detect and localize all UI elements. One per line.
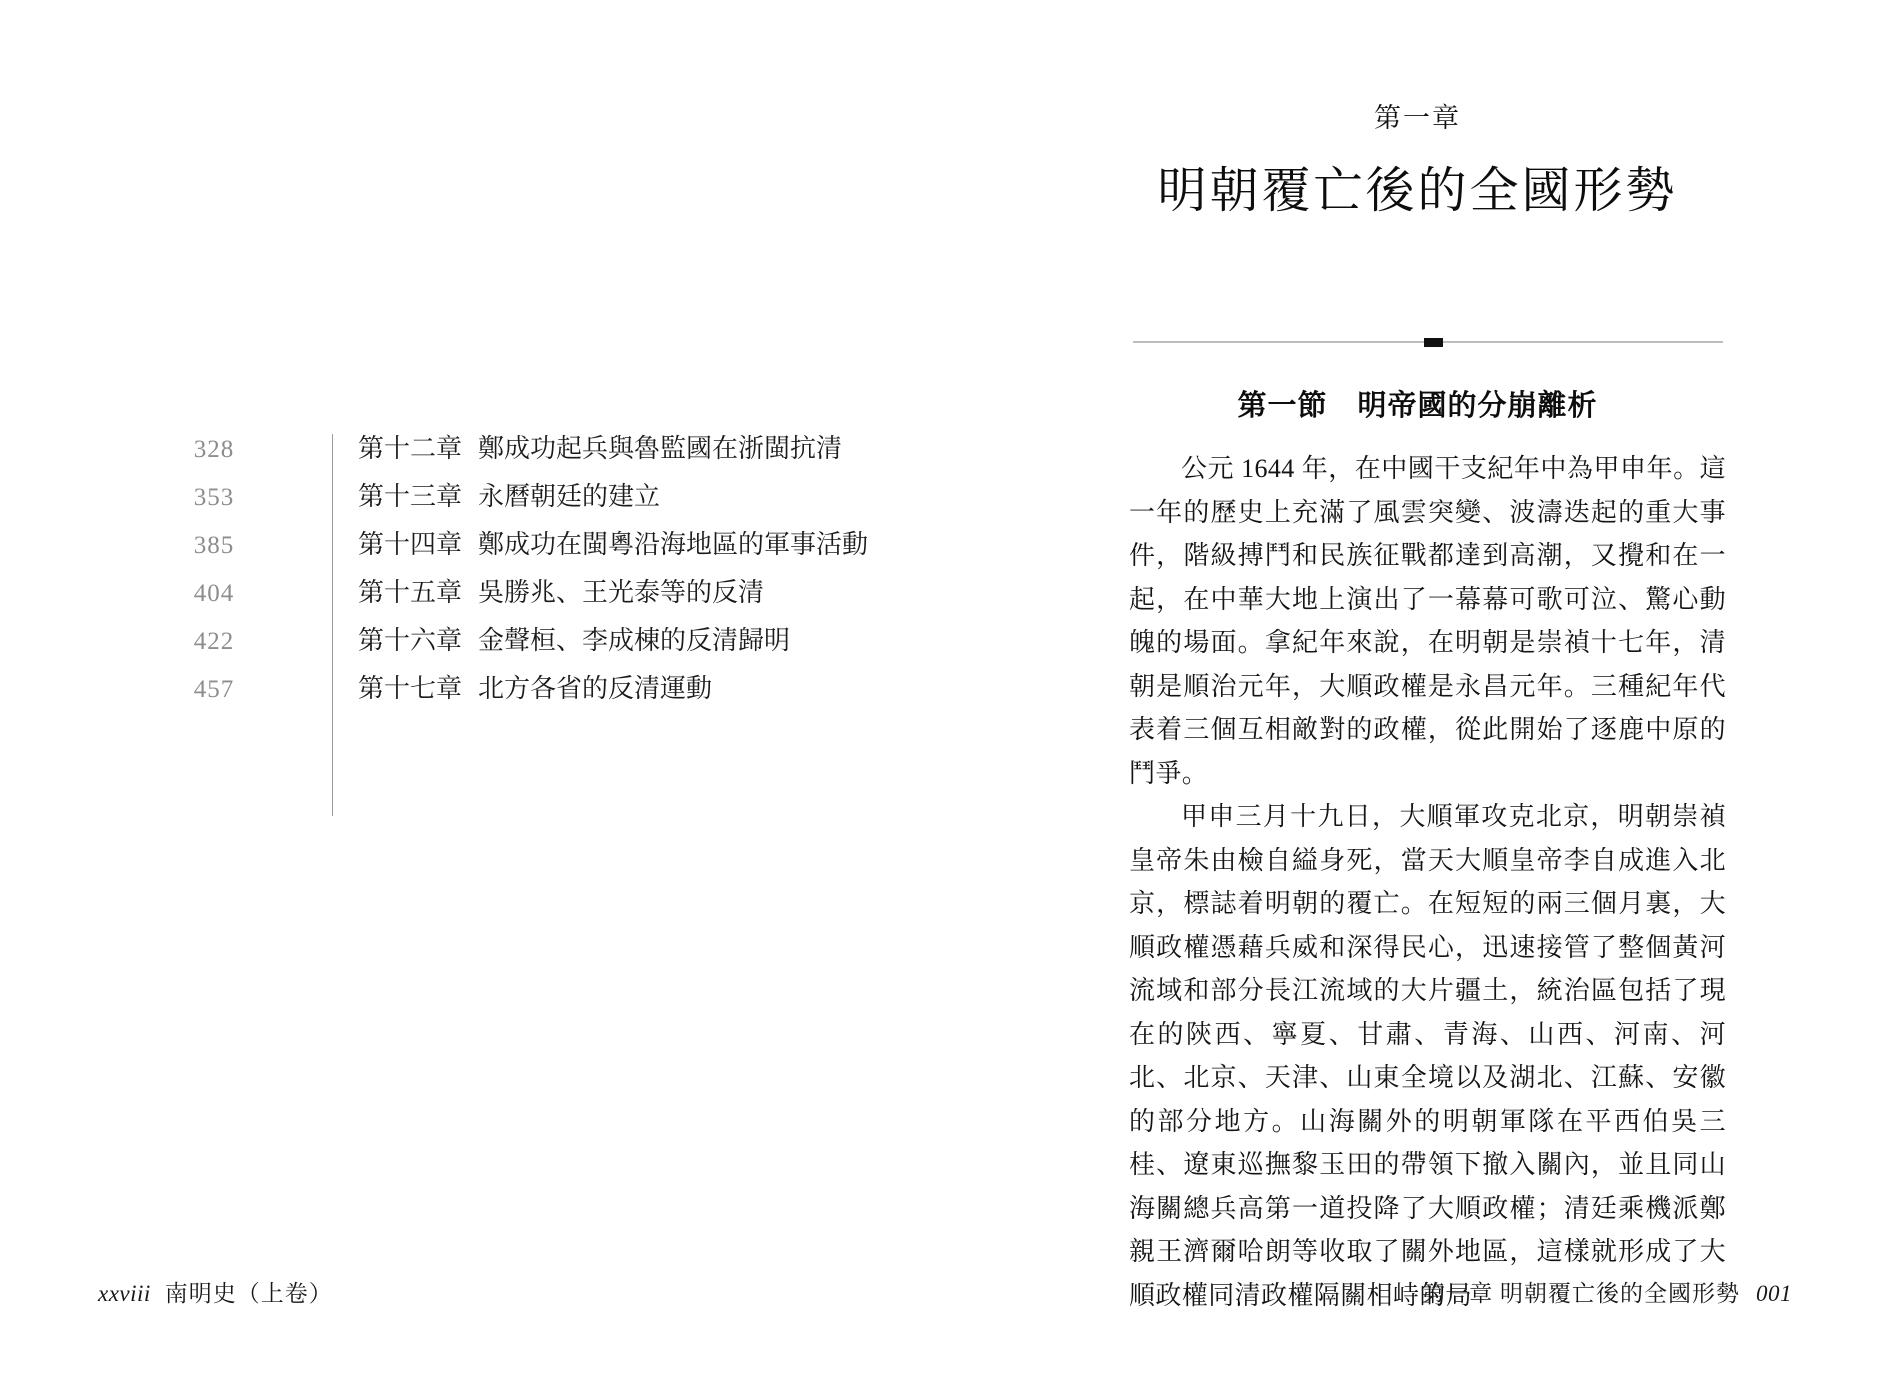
- toc-entry-label: [303, 572, 764, 609]
- body-paragraph: 公元 1644 年，在中國干支紀年中為甲申年。這一年的歷史上充滿了風雲突變、波濤迭起的重大事件，階級搏鬥和民族征戰都達到高潮，又攪和在一起，在中華大地上演出了一幕幕可歌可泣、驚心動魄的場面。拿紀年來說，在明朝是崇禎十七年，清朝是順治元年，大順政權是永昌元年。三種紀年代表着三個互相敵對的政權，從此開始了逐鹿中原的鬥爭。: [1129, 454, 1726, 788]
- body-paragraph: 甲申三月十九日，大順軍攻克北京，明朝崇禎皇帝朱由檢自縊身死，當天大順皇帝李自成進入北京，標誌着明朝的覆亡。在短短的兩三個月裏，大順政權憑藉兵威和深得民心，迅速接管了整個黃河流域和部分長江流域的大片疆土，統治區包括了現在的陝西、寧夏、甘肅、青海、山西、河南、河北、北京、天津、山東全境以及湖北、江蘇、安徽的部分地方。山海關外的明朝軍隊在平西伯吳三桂、遼東巡撫黎玉田的帶領下撤入關內，並且同山海關總兵高第一道投降了大順政權；清廷乘機派鄭親王濟爾哈朗等收取了關外地區，這樣就形成了大順政權同清政權隔關相峙的局: [1129, 802, 1726, 1310]
- divider-diamond-icon: [1424, 338, 1443, 347]
- body-text-column: [1129, 447, 1726, 1317]
- toc-chapter-title: 吳勝兆、王光泰等的反清: [478, 578, 765, 607]
- right-page-footer: [1421, 1275, 1792, 1308]
- toc-chapter-title: 金聲桓、李成棟的反清歸明: [478, 626, 791, 655]
- toc-page-number: 328: [193, 436, 235, 463]
- left-page-folio: xxviii: [98, 1281, 151, 1306]
- toc-row[interactable]: [125, 620, 885, 668]
- book-title-running: 南明史（上卷）: [164, 1281, 333, 1306]
- toc-row[interactable]: [125, 428, 885, 476]
- section-heading: [945, 383, 1890, 424]
- right-page-folio: 001: [1756, 1281, 1792, 1306]
- toc-row[interactable]: [125, 668, 885, 716]
- chapter-kicker: 第一章: [1374, 103, 1461, 134]
- toc-chapter-number: 第十七章: [358, 674, 463, 703]
- toc-page-number: 457: [193, 676, 235, 703]
- toc-chapter-number: 第十五章: [358, 578, 463, 607]
- toc-chapter-number: 第十四章: [358, 530, 463, 559]
- toc-chapter-number: 第十三章: [358, 482, 463, 511]
- section-title: 明帝國的分崩離析: [1357, 388, 1598, 422]
- toc-row[interactable]: [125, 524, 885, 572]
- toc-page-number: 422: [193, 628, 235, 655]
- right-page: [945, 0, 1890, 1382]
- toc-entry-label: [303, 524, 868, 561]
- toc-vertical-divider: [332, 434, 333, 816]
- toc-page-number: 353: [193, 484, 235, 511]
- left-page-footer: [98, 1275, 333, 1308]
- toc-chapter-number: 第十二章: [358, 434, 463, 463]
- toc-chapter-title: 鄭成功在閩粵沿海地區的軍事活動: [478, 530, 869, 559]
- toc-page-number: 404: [193, 580, 235, 607]
- toc-chapter-title: 永曆朝廷的建立: [478, 482, 661, 511]
- ornamental-divider: [1133, 337, 1723, 347]
- page-title: 明朝覆亡後的全國形勢: [1157, 163, 1678, 218]
- toc-row[interactable]: [125, 572, 885, 620]
- toc-entry-label: [303, 476, 660, 513]
- toc-entry-label: [303, 428, 842, 465]
- toc-row[interactable]: [125, 476, 885, 524]
- toc-chapter-title: 北方各省的反清運動: [478, 674, 713, 703]
- section-number: 第一節: [1237, 388, 1328, 422]
- toc-page-number: 385: [193, 532, 235, 559]
- toc-chapter-number: 第十六章: [358, 626, 463, 655]
- table-of-contents: [125, 428, 885, 716]
- toc-entry-label: [303, 620, 790, 657]
- chapter-running-head: 第一章 明朝覆亡後的全國形勢: [1421, 1281, 1740, 1306]
- toc-chapter-title: 鄭成功起兵與魯監國在浙閩抗清: [478, 434, 843, 463]
- toc-entry-label: [303, 668, 712, 705]
